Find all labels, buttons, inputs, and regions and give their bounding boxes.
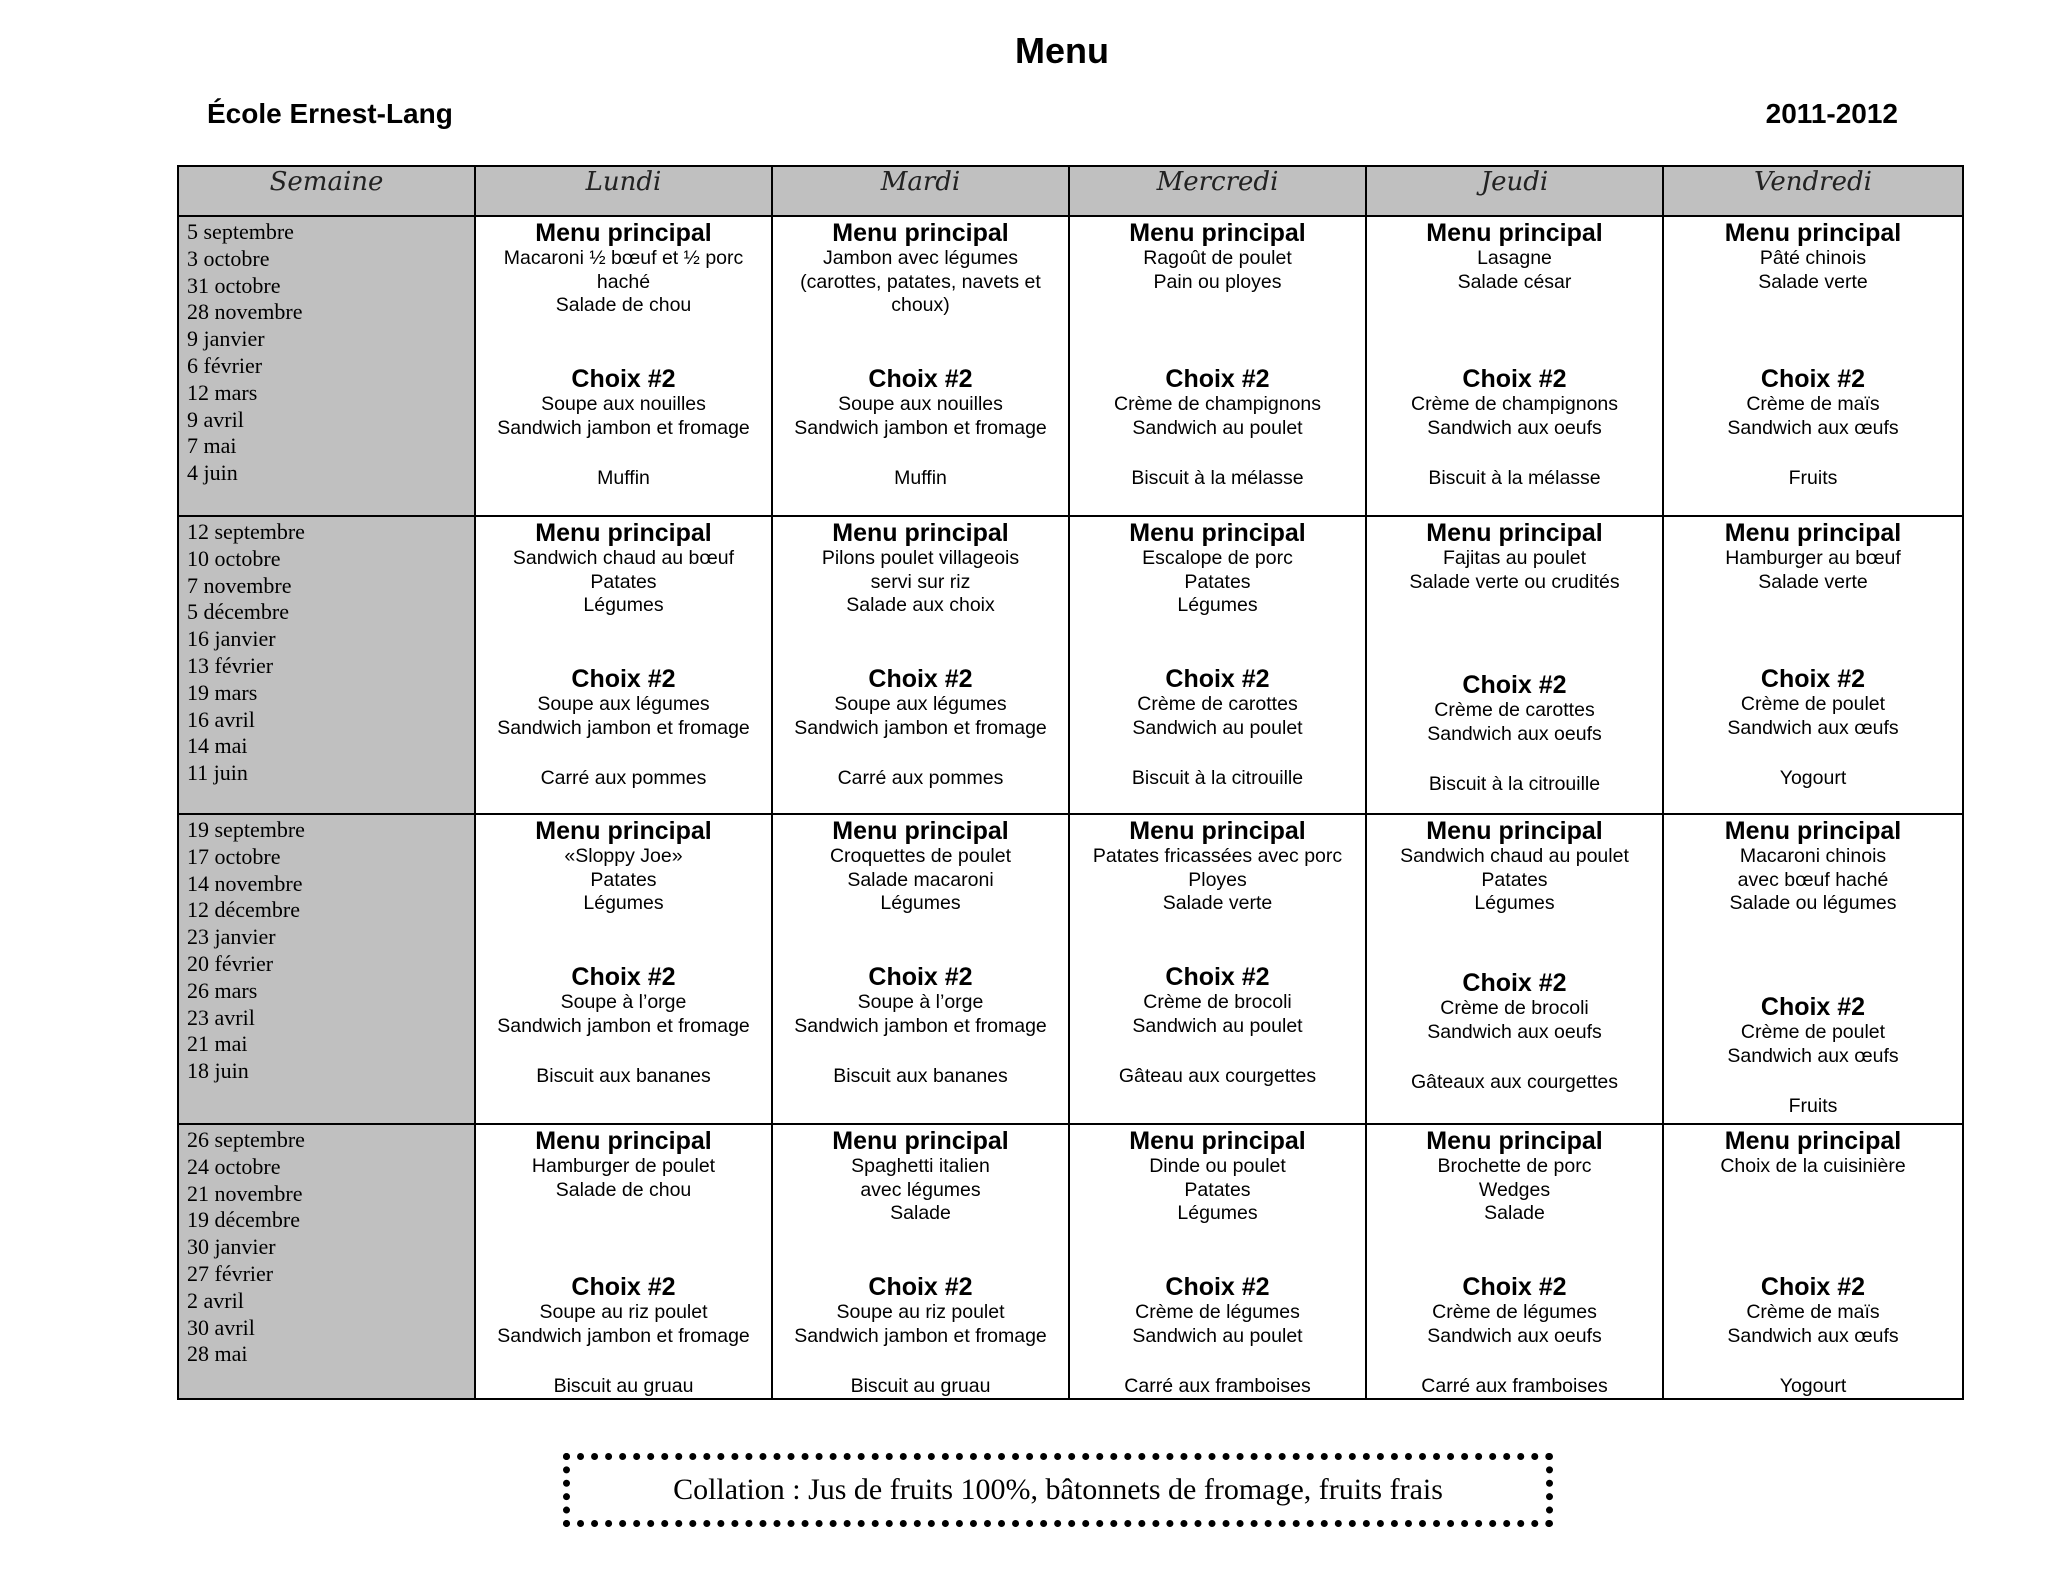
header-thursday: Jeudi [1366,166,1663,216]
week-date: 20 février [187,950,274,976]
alt-menu-heading: Choix #2 [1165,963,1270,991]
main-menu-item: avec légumes [860,1178,981,1201]
week-date: 16 janvier [187,626,276,652]
dessert-block [1070,1065,1365,1089]
alt-menu-block [773,1273,1068,1348]
dessert-item: Yogourt [1779,767,1847,789]
alt-menu-heading: Choix #2 [868,1273,973,1301]
alt-menu-item: Sandwich au poulet [1132,716,1303,739]
main-menu-item: Brochette de porc [1437,1155,1592,1177]
alt-menu-heading: Choix #2 [1462,1273,1567,1301]
week-dates-cell [178,1124,475,1399]
dessert-item: Biscuit au gruau [850,1375,991,1397]
week-date: 23 avril [187,1004,255,1030]
main-menu-heading: Menu principal [535,219,712,247]
main-menu-heading: Menu principal [1724,219,1902,247]
alt-menu-heading: Choix #2 [1462,671,1567,699]
header-monday: Lundi [475,166,772,216]
week-date: 28 novembre [187,299,303,325]
menu-cell-tuesday [772,814,1069,1124]
dessert-item: Fruits [1788,467,1838,489]
main-menu-item: Salade macaroni [847,868,994,891]
alt-menu-block [1367,969,1662,1044]
main-menu-item: Salade de chou [555,294,692,316]
menu-cell-monday [475,216,772,516]
main-menu-block [476,815,771,916]
dessert-item: Muffin [597,467,650,489]
week-date: 24 octobre [187,1153,281,1179]
dessert-item: Biscuit à la citrouille [1428,773,1601,795]
main-menu-heading: Menu principal [832,817,1009,845]
dessert-item: Carré aux pommes [540,767,707,789]
alt-menu-block [476,963,771,1038]
alt-menu-block [476,665,771,740]
alt-menu-block [1070,365,1365,440]
alt-menu-item: Crème de maïs [1746,393,1880,415]
week-date: 16 avril [187,706,255,732]
dessert-block [773,1375,1068,1399]
main-menu-item: Choix de la cuisinière [1720,1155,1906,1177]
main-menu-heading: Menu principal [1724,817,1902,845]
main-menu-item: Salade césar [1457,270,1572,293]
main-menu-item: Wedges [1478,1178,1551,1201]
snack-note [563,1453,1553,1527]
main-menu-item: Macaroni chinois [1739,845,1887,867]
main-menu-item: (carottes, patates, navets et [800,270,1041,293]
menu-cell-thursday [1366,516,1663,814]
header-friday: Vendredi [1663,166,1963,216]
menu-cell-friday [1663,1124,1963,1399]
main-menu-block [1070,1125,1365,1226]
main-menu-item: Patates [1184,1178,1251,1201]
dessert-block [476,767,771,791]
dessert-block [476,467,771,491]
main-menu-item: Patates [1481,868,1548,891]
week-date: 7 mai [187,433,237,459]
alt-menu-item: Sandwich jambon et fromage [497,716,750,739]
alt-menu-block [1664,1273,1962,1348]
alt-menu-item: Soupe au riz poulet [836,1301,1005,1323]
alt-menu-heading: Choix #2 [571,963,676,991]
alt-menu-block [773,365,1068,440]
menu-cell-tuesday [772,1124,1069,1399]
dessert-item: Biscuit à la mélasse [1428,467,1601,489]
alt-menu-item: Sandwich aux œufs [1727,716,1899,739]
dessert-item: Muffin [894,467,947,489]
alt-menu-item: Sandwich au poulet [1132,1324,1303,1347]
week-date: 9 avril [187,406,244,432]
week-date: 10 octobre [187,545,281,571]
week-date: 6 février [187,352,263,378]
main-menu-item: Patates [590,570,657,593]
main-menu-heading: Menu principal [1426,219,1603,247]
main-menu-item: Jambon avec légumes [822,247,1019,269]
alt-menu-item: Soupe aux nouilles [541,393,706,415]
main-menu-item: Ragoût de poulet [1143,247,1292,269]
dessert-block [773,767,1068,791]
page-title: Menu [1015,30,1109,71]
menu-cell-tuesday [772,516,1069,814]
alt-menu-item: Soupe aux légumes [834,693,1007,715]
alt-menu-heading: Choix #2 [1760,1273,1866,1301]
main-menu-item: Hamburger au bœuf [1725,547,1901,569]
menu-cell-monday [475,516,772,814]
dessert-block [1664,767,1962,791]
main-menu-item: Pâté chinois [1759,247,1867,269]
main-menu-item: Légumes [1177,1202,1258,1224]
alt-menu-heading: Choix #2 [571,1273,676,1301]
dessert-item: Biscuit à la citrouille [1131,767,1304,789]
alt-menu-item: Sandwich jambon et fromage [497,1014,750,1037]
header-row [178,166,1963,216]
dessert-block [1367,467,1662,491]
alt-menu-item: Sandwich aux œufs [1727,416,1899,439]
main-menu-item: choux) [891,294,950,316]
alt-menu-heading: Choix #2 [1462,969,1567,997]
alt-menu-heading: Choix #2 [1462,365,1567,393]
main-menu-item: Salade verte [1162,892,1273,914]
main-menu-block [1070,815,1365,916]
alt-menu-item: Sandwich aux œufs [1727,1324,1899,1347]
week-date: 31 octobre [187,272,281,298]
main-menu-heading: Menu principal [1426,519,1603,547]
main-menu-heading: Menu principal [1129,817,1306,845]
main-menu-item: Salade verte [1758,570,1868,593]
alt-menu-item: Crème de carottes [1434,699,1595,721]
dessert-block [1664,1095,1962,1119]
alt-menu-item: Crème de maïs [1746,1301,1880,1323]
alt-menu-item: Sandwich jambon et fromage [794,1014,1047,1037]
alt-menu-heading: Choix #2 [1760,365,1866,393]
alt-menu-item: Sandwich au poulet [1132,1014,1303,1037]
week-date: 4 juin [187,460,238,486]
main-menu-block [476,1125,771,1202]
alt-menu-heading: Choix #2 [868,963,973,991]
main-menu-block [1070,217,1365,294]
alt-menu-item: Soupe à l’orge [560,991,687,1013]
dessert-block [1664,1375,1962,1399]
main-menu-block [1664,1125,1962,1179]
header-tuesday: Mardi [772,166,1069,216]
alt-menu-item: Sandwich aux oeufs [1427,1020,1602,1043]
main-menu-heading: Menu principal [832,519,1009,547]
week-date: 23 janvier [187,924,276,950]
week-date: 21 novembre [187,1180,303,1206]
menu-cell-thursday [1366,1124,1663,1399]
dessert-item: Gâteaux aux courgettes [1410,1071,1619,1093]
dessert-item: Yogourt [1779,1375,1847,1397]
dessert-block [1367,773,1662,797]
dessert-block [1367,1375,1662,1399]
alt-menu-heading: Choix #2 [1760,993,1866,1021]
main-menu-item: haché [596,270,651,293]
alt-menu-item: Soupe à l’orge [857,991,984,1013]
week-date: 19 septembre [187,817,305,842]
main-menu-item: Sandwich chaud au poulet [1400,845,1629,867]
week-date: 27 février [187,1260,274,1286]
main-menu-item: Salade de chou [555,1178,692,1201]
school-name: École Ernest-Lang [207,98,453,129]
main-menu-item: Dinde ou poulet [1149,1155,1286,1177]
dessert-item: Biscuit aux bananes [833,1065,1008,1087]
alt-menu-item: Sandwich jambon et fromage [497,1324,750,1347]
main-menu-item: servi sur riz [870,570,971,593]
snack-text: Collation : Jus de fruits 100%, bâtonnets de fromage, fruits frais [673,1473,1443,1506]
main-menu-block [476,217,771,318]
main-menu-heading: Menu principal [832,219,1009,247]
alt-menu-item: Sandwich aux oeufs [1427,1324,1602,1347]
main-menu-item: «Sloppy Joe» [564,845,683,867]
dessert-block [1070,467,1365,491]
dessert-block [1367,1071,1662,1095]
alt-menu-heading: Choix #2 [868,365,973,393]
week-date: 30 janvier [187,1234,276,1260]
main-menu-heading: Menu principal [1426,817,1603,845]
alt-menu-block [1664,993,1962,1068]
week-date: 14 novembre [187,870,303,896]
main-menu-item: Salade ou légumes [1729,892,1897,914]
main-menu-heading: Menu principal [1129,219,1306,247]
week-row [178,1124,1963,1399]
dessert-block [476,1375,771,1399]
main-menu-block [773,517,1068,618]
alt-menu-block [1664,665,1962,740]
menu-cell-monday [475,814,772,1124]
dessert-item: Gâteau aux courgettes [1118,1065,1317,1087]
week-dates-cell [178,216,475,516]
dessert-item: Biscuit aux bananes [536,1065,711,1087]
main-menu-heading: Menu principal [1426,1127,1603,1155]
alt-menu-item: Sandwich jambon et fromage [497,416,750,439]
main-menu-item: Légumes [1177,594,1258,616]
main-menu-heading: Menu principal [535,519,712,547]
alt-menu-item: Sandwich au poulet [1132,416,1303,439]
menu-cell-friday [1663,814,1963,1124]
header-wednesday: Mercredi [1069,166,1366,216]
main-menu-block [1367,815,1662,916]
menu-cell-thursday [1366,814,1663,1124]
week-date: 5 décembre [187,599,289,625]
main-menu-item: Patates [1184,570,1251,593]
week-row [178,216,1963,516]
main-menu-item: Escalope de porc [1142,547,1293,569]
alt-menu-heading: Choix #2 [1165,665,1270,693]
dessert-block [773,467,1068,491]
school-year: 2011-2012 [1765,98,1898,129]
main-menu-item: Légumes [1474,892,1555,914]
main-menu-heading: Menu principal [535,1127,712,1155]
week-dates-cell [178,516,475,814]
week-date: 14 mai [187,733,248,759]
main-menu-block [476,517,771,618]
dessert-item: Carré aux framboises [1124,1375,1311,1397]
alt-menu-item: Sandwich aux oeufs [1427,416,1602,439]
alt-menu-block [1070,1273,1365,1348]
alt-menu-block [1070,963,1365,1038]
main-menu-heading: Menu principal [1724,519,1902,547]
main-menu-heading: Menu principal [1129,519,1306,547]
dessert-item: Fruits [1788,1095,1838,1117]
main-menu-item: Salade [890,1202,951,1224]
main-menu-block [1367,217,1662,294]
main-menu-item: Spaghetti italien [851,1155,990,1177]
dessert-block [476,1065,771,1089]
main-menu-item: Pain ou ployes [1153,270,1282,293]
main-menu-heading: Menu principal [535,817,712,845]
week-date: 19 mars [187,679,258,705]
alt-menu-item: Sandwich aux oeufs [1427,722,1602,745]
menu-cell-wednesday [1069,814,1366,1124]
alt-menu-item: Soupe aux nouilles [838,393,1003,415]
week-date: 12 septembre [187,519,305,544]
week-date: 19 décembre [187,1207,300,1233]
main-menu-block [1664,815,1962,916]
alt-menu-item: Crème de légumes [1135,1301,1300,1323]
menu-cell-wednesday [1069,516,1366,814]
alt-menu-item: Soupe au riz poulet [539,1301,708,1323]
week-row [178,516,1963,814]
week-date: 21 mai [187,1031,248,1057]
week-row [178,814,1963,1124]
main-menu-block [773,217,1068,318]
main-menu-block [1367,517,1662,594]
menu-cell-friday [1663,516,1963,814]
dessert-item: Carré aux framboises [1421,1375,1608,1397]
alt-menu-block [476,1273,771,1348]
main-menu-item: Légumes [880,892,961,914]
header-week: Semaine [178,166,475,216]
alt-menu-item: Sandwich jambon et fromage [794,716,1047,739]
alt-menu-item: Sandwich jambon et fromage [794,1324,1047,1347]
menu-cell-friday [1663,216,1963,516]
alt-menu-item: Crème de poulet [1740,1021,1886,1043]
dessert-item: Carré aux pommes [837,767,1004,789]
alt-menu-heading: Choix #2 [868,665,973,693]
main-menu-item: Lasagne [1477,247,1552,269]
alt-menu-item: Crème de poulet [1740,693,1886,715]
menu-cell-monday [475,1124,772,1399]
dessert-block [1070,1375,1365,1399]
week-dates-cell [178,814,475,1124]
alt-menu-item: Crème de carottes [1137,693,1298,715]
main-menu-item: avec bœuf haché [1737,868,1889,891]
alt-menu-block [1367,365,1662,440]
alt-menu-item: Crème de champignons [1113,393,1322,415]
dessert-item: Biscuit à la mélasse [1131,467,1304,489]
main-menu-item: Fajitas au poulet [1442,547,1587,569]
alt-menu-block [1070,665,1365,740]
week-date: 26 mars [187,977,258,1003]
menu-cell-wednesday [1069,216,1366,516]
main-menu-heading: Menu principal [832,1127,1009,1155]
week-date: 12 mars [187,379,258,405]
alt-menu-block [476,365,771,440]
main-menu-block [773,1125,1068,1226]
dessert-item: Biscuit au gruau [553,1375,694,1397]
alt-menu-heading: Choix #2 [571,365,676,393]
main-menu-heading: Menu principal [1724,1127,1902,1155]
alt-menu-item: Sandwich jambon et fromage [794,416,1047,439]
main-menu-block [1070,517,1365,618]
alt-menu-item: Sandwich aux œufs [1727,1044,1899,1067]
main-menu-item: Macaroni ½ bœuf et ½ porc [503,247,744,269]
week-date: 2 avril [187,1287,244,1313]
week-date: 9 janvier [187,326,265,352]
main-menu-item: Sandwich chaud au bœuf [512,547,735,569]
main-menu-item: Salade verte ou crudités [1409,570,1620,593]
alt-menu-block [1664,365,1962,440]
main-menu-item: Pilons poulet villageois [821,547,1020,569]
alt-menu-heading: Choix #2 [1165,365,1270,393]
week-date: 17 octobre [187,843,281,869]
main-menu-item: Patates [590,868,657,891]
alt-menu-item: Soupe aux légumes [537,693,710,715]
dessert-block [1664,467,1962,491]
main-menu-item: Patates fricassées avec porc [1092,845,1343,867]
week-date: 13 février [187,652,274,678]
main-menu-block [1664,217,1962,294]
alt-menu-heading: Choix #2 [1760,665,1866,693]
alt-menu-item: Crème de champignons [1410,393,1619,415]
main-menu-heading: Menu principal [1129,1127,1306,1155]
week-date: 3 octobre [187,245,270,271]
week-date: 5 septembre [187,219,294,244]
alt-menu-block [1367,671,1662,746]
main-menu-block [1367,1125,1662,1226]
dessert-block [1070,767,1365,791]
main-menu-item: Salade [1484,1202,1545,1224]
week-date: 12 décembre [187,897,300,923]
menu-table [177,165,1964,1400]
main-menu-item: Salade verte [1758,270,1868,293]
main-menu-block [773,815,1068,916]
main-menu-item: Légumes [583,594,664,616]
alt-menu-block [1367,1273,1662,1348]
alt-menu-item: Crème de brocoli [1143,991,1292,1013]
menu-cell-tuesday [772,216,1069,516]
week-date: 11 juin [187,760,248,786]
week-date: 30 avril [187,1314,255,1340]
alt-menu-item: Crème de brocoli [1440,997,1589,1019]
menu-cell-thursday [1366,216,1663,516]
main-menu-item: Hamburger de poulet [531,1155,716,1177]
main-menu-item: Salade aux choix [846,594,995,616]
week-date: 18 juin [187,1058,249,1084]
main-menu-item: Croquettes de poulet [829,845,1012,867]
main-menu-block [1664,517,1962,594]
alt-menu-heading: Choix #2 [1165,1273,1270,1301]
week-date: 28 mai [187,1341,248,1367]
main-menu-item: Légumes [583,892,664,914]
alt-menu-heading: Choix #2 [571,665,676,693]
week-date: 26 septembre [187,1127,305,1152]
alt-menu-block [773,963,1068,1038]
week-date: 7 novembre [187,572,292,598]
dessert-block [773,1065,1068,1089]
alt-menu-block [773,665,1068,740]
menu-cell-wednesday [1069,1124,1366,1399]
main-menu-item: Ployes [1188,868,1247,891]
alt-menu-item: Crème de légumes [1432,1301,1597,1323]
